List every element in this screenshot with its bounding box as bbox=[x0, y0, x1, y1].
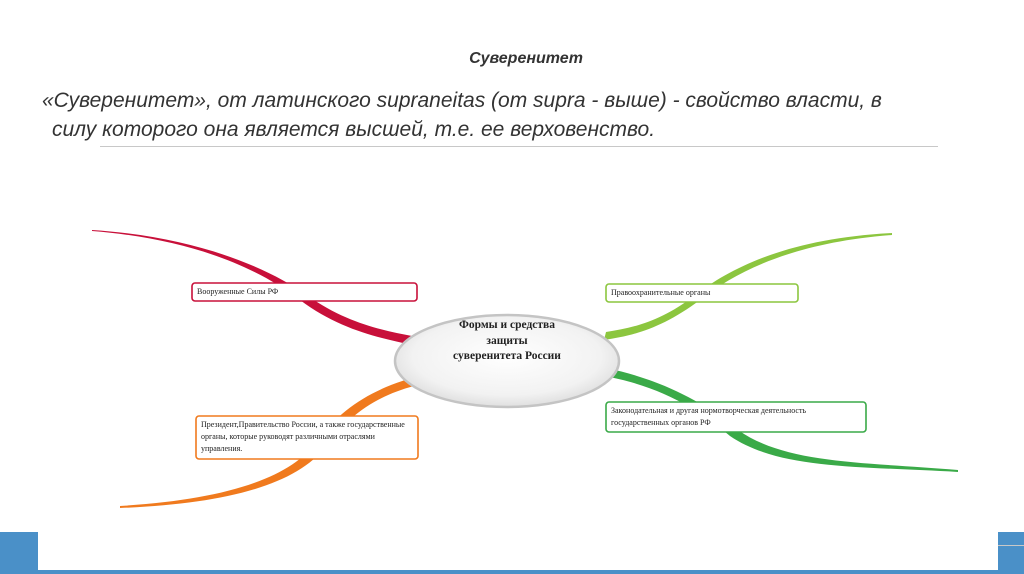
footer-panel bbox=[38, 532, 998, 570]
node-label-legislative: Законодательная и другая нормотворческая деятельность государственных органов РФ bbox=[611, 406, 807, 427]
node-label-president: Президент,Правительство России, а также государственные органы, которые руководят различными отраслями управления. bbox=[201, 420, 405, 453]
definition-line-1: «Суверенитет», от латинского supraneitas (от supra - выше) - свойство власти, в bbox=[42, 89, 882, 112]
center-node-label: Формы и средства защиты суверенитета России bbox=[453, 319, 561, 362]
corner-line bbox=[998, 545, 1024, 546]
definition-line-2: силу которого она является высшей, т.е. ее верховенство. bbox=[52, 118, 656, 141]
node-label-armed-forces: Вооруженные Силы РФ bbox=[197, 287, 279, 296]
node-label-law-enforcement: Правоохранительные органы bbox=[611, 288, 711, 297]
slide-title: Суверенитет bbox=[469, 50, 583, 67]
